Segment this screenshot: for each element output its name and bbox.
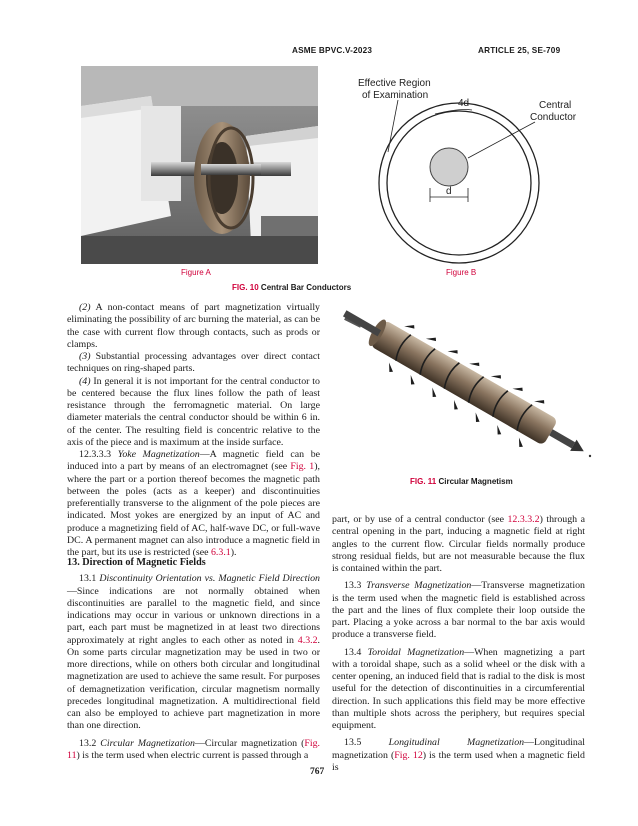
running-header-right: ARTICLE 25, SE-709 bbox=[478, 46, 561, 55]
section-13-heading: 13. Direction of Magnetic Fields bbox=[67, 557, 206, 568]
figure-11-number: FIG. 11 bbox=[410, 477, 437, 486]
figure-11-illustration bbox=[335, 306, 595, 466]
ref-6-3-1-link[interactable]: 6.3.1 bbox=[210, 547, 231, 558]
left-column-upper bbox=[67, 302, 320, 559]
paragraph-13-3: 13.3 Transverse Magnetization—Transverse magnetization is the term used when the magnetic field is established across the part and the lines of flux complete their loop outside the part. Placing a yoke across a bar normal to the bar axis would produce a transverse field. bbox=[332, 580, 585, 641]
conductor-label: Conductor bbox=[530, 112, 577, 123]
paragraph-item-2: (2) A non-contact means of part magnetization virtually eliminating the possibility of arc burning the material, as can be the case with current flow through contacts, such as prods or clamps. bbox=[67, 302, 320, 350]
paragraph-13-2: 13.2 Circular Magnetization—Circular magnetization (Fig. 11) is the term used when electric current is passed through a bbox=[67, 737, 321, 761]
figure-a-label: Figure A bbox=[181, 268, 211, 277]
ref-fig-12-link[interactable]: Fig. 12 bbox=[394, 749, 423, 761]
paragraph-13-5: 13.5 Longitudinal Magnetization—Longitudinal magnetization (Fig. 12) is the term used when a magnetic field is bbox=[332, 737, 585, 773]
circular-magnetism-rod bbox=[335, 306, 595, 466]
paragraph-item-4: (4) In general it is not important for the central conductor to be centered because the flux lines follow the path of least resistance through the ferromagnetic material. On large diameter materials the central conductor should be within 6 in. of the center. The resulting field is concentric relative to the axis of the piece and is maximum at the inside surface. bbox=[67, 375, 320, 448]
page-number: 767 bbox=[310, 767, 325, 777]
left-column-lower bbox=[67, 555, 320, 762]
ref-fig-11-link[interactable]: Fig. 11 bbox=[67, 737, 321, 761]
figure-11-title: Circular Magnetism bbox=[438, 477, 513, 486]
paragraph-yoke-magnetization: 12.3.3.3 Yoke Magnetization—A magnetic field can be induced into a part by means of an electromagnet (see Fig. 1), where the part or a portion thereof becomes the magnetic path between the poles (acts as a keeper) and discontinuities preferentially transverse to the alignment of the pole pieces are indicated. Most yokes are energized by an input of AC and produce a magnetizing field of AC, half-wave DC, or full-wave DC. A permanent magnet can also introduce a magnetic field in the part, but its use is restricted (see 6.3.1). bbox=[67, 449, 321, 558]
figure-b-label: Figure B bbox=[446, 268, 477, 277]
figure-a-photo bbox=[81, 66, 318, 264]
central-bar-photo-illustration bbox=[81, 66, 318, 264]
paragraph-continuation: part, or by use of a central conductor (see 12.3.3.2) through a central opening in the part, inducing a magnetic field at right angles to the current flow. Circular fields normally produce strong residual fields, but are not measurable because the flux is contained within the part. bbox=[332, 514, 585, 574]
right-column bbox=[332, 514, 585, 774]
running-header-left: ASME BPVC.V-2023 bbox=[292, 46, 373, 55]
paragraph-item-3: (3) Substantial processing advantages over direct contact techniques on ring-shaped parts. bbox=[67, 351, 320, 375]
ref-fig-1-link[interactable]: Fig. 1 bbox=[290, 461, 315, 473]
ref-4-3-2-link[interactable]: 4.3.2 bbox=[297, 634, 318, 646]
figure-10-title: Central Bar Conductors bbox=[260, 283, 352, 292]
d-label: d bbox=[446, 186, 452, 197]
of-examination-label: of Examination bbox=[362, 90, 429, 101]
ref-12-3-3-2-link[interactable]: 12.3.3.2 bbox=[507, 514, 540, 525]
figure-10-caption bbox=[232, 283, 351, 292]
leader-region bbox=[388, 100, 398, 152]
paragraph-13-4: 13.4 Toroidal Magnetization—When magnetizing a part with a toroidal shape, such as a solid wheel or the disk with a center opening, an induced field that is radial to the disk is most useful for the detection of discontinuities in a circumferential direction. In such applications this field may be more effective than multiple shots across the periphery, but requires special equipment. bbox=[332, 646, 586, 731]
figure-b-diagram bbox=[340, 70, 577, 266]
effective-region-label: Effective Region bbox=[358, 78, 431, 89]
figure-10-number: FIG. 10 bbox=[232, 283, 259, 292]
central-conductor-circle bbox=[430, 148, 468, 186]
central-conductor-diagram bbox=[340, 70, 577, 266]
four-d-label: 4d bbox=[458, 98, 470, 109]
figure-11-caption bbox=[410, 477, 513, 486]
paragraph-13-1: 13.1 Discontinuity Orientation vs. Magnetic Field Direction—Since indications are not normally obtained when discontinuities are parallel to the magnetic field, and since indications may occur in various or unknown directions in a part, each part must be magnetized in at least two directions approximately at right angles to each other as noted in 4.3.2. On some parts circular magnetization may be used in two or more directions, while on others both circular and longitudinal magnetization are used to achieve the same result. For purposes of demagnetization verification, circular magnetism normally precedes longitudinal magnetization. A multidirectional field can also be employed to achieve part magnetization in more than one direction. bbox=[67, 573, 320, 732]
rod-body bbox=[370, 320, 558, 446]
central-label: Central bbox=[539, 100, 572, 111]
